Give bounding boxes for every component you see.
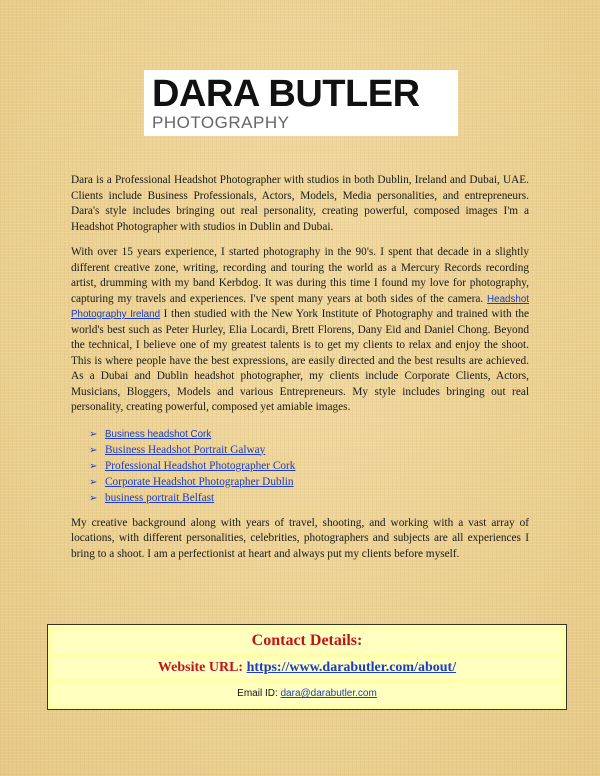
list-item [89,474,529,490]
email-label: Email ID: [237,688,281,699]
logo-subtitle: PHOTOGRAPHY [152,113,290,132]
list-item [89,426,529,442]
corporate-headshot-photographer-dublin-link[interactable]: Corporate Headshot Photographer Dublin [105,475,294,488]
logo-wordmark: DARA BUTLER [152,73,420,115]
business-headshot-portrait-galway-link[interactable]: Business Headshot Portrait Galway [105,443,266,456]
list-item [89,458,529,474]
arrow-bullet-icon: ➢ [89,460,98,472]
article-body [71,173,529,572]
related-links-list [89,426,529,506]
experience-text-end: I then studied with the New York Institute of Photography and trained with the world's best such as Peter Hurley, Elia Locardi, Brett Florens, Dany Eid and Daniel Chong. Beyond the technical, I believe one of my greatest talents is to get my clients to relax and enjoy the shoot. This is where people have the best expressions, are easily directed and the best results are achieved. As a Dubai and Dublin headshot photographer, my clients include Corporate Clients, Actors, Musicians, Bloggers, Models and various Entrepreneurs. My style includes bringing out real personality, creating powerful, composed yet amiable images. [71,308,530,413]
email-row [52,683,562,705]
list-item [89,442,529,458]
list-item [89,490,529,506]
arrow-bullet-icon: ➢ [89,428,98,440]
logo [144,70,458,136]
email-link[interactable]: dara@darabutler.com [280,688,377,699]
headshot-photography-ireland-link[interactable]: Headshot Photography Ireland [71,293,529,320]
contact-title: Contact Details: [52,629,562,653]
arrow-bullet-icon: ➢ [89,492,98,504]
business-headshot-cork-link[interactable]: Business headshot Cork [105,428,212,440]
arrow-bullet-icon: ➢ [89,476,98,488]
website-row [52,657,562,679]
professional-headshot-photographer-cork-link[interactable]: Professional Headshot Photographer Cork [105,459,296,472]
contact-box [47,624,567,710]
experience-text-start: With over 15 years experience, I started photography in the 90's. I spent that decade in a slightly different creative zone, writing, recording and touring the world as a Mercury Records recording artist, drumming with my band Kerbdog. It was during this time I found my love for photography, capturing my travels and experiences. I've spent many years at both sides of the camera. [71,246,529,305]
arrow-bullet-icon: ➢ [89,444,98,456]
business-portrait-belfast-link[interactable]: business portrait Belfast [105,491,215,504]
website-label: Website URL: [157,660,247,675]
intro-paragraph: Dara is a Professional Headshot Photographer with studios in both Dublin, Ireland and Dubai, UAE. Clients include Business Professionals, Actors, Models, Media personalities, and entrepreneurs. Dara's style includes bringing out real personality, creating powerful, composed images I'm a Headshot Photographer with studios in Dublin and Dubai. [71,174,529,233]
website-url-link[interactable]: https://www.darabutler.com/about/ [246,660,457,675]
experience-paragraph [71,245,529,416]
background-paragraph: My creative background along with years of travel, shooting, and working with a vast array of locations, with different personalities, celebrities, photographers and subjects are all experiences I bring to a shoot. I am a perfectionist at heart and always put my clients before myself. [71,516,529,560]
